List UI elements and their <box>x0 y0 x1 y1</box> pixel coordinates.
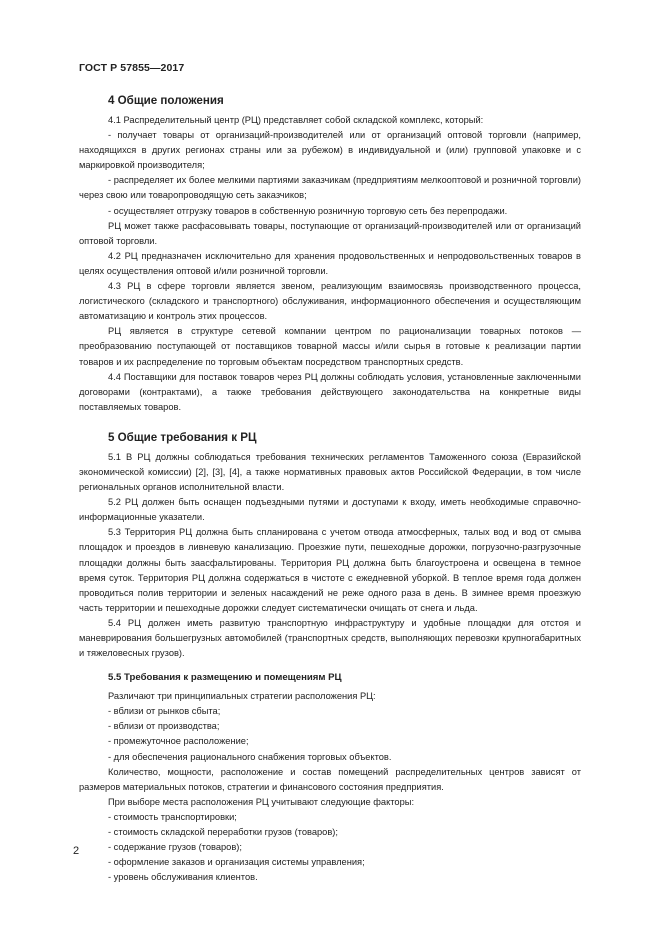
paragraph: При выборе места расположения РЦ учитывают следующие факторы: <box>108 796 415 807</box>
page-content <box>79 92 581 885</box>
paragraph-5-3: 5.3 Территория РЦ должна быть спланирована с учетом отвода атмосферных, талых вод и вод от смыва площадок и проездов в ливневую канализацию. Проезжие пути, пешеходные дорожки, погрузочно-разгрузочные площадки должны быть заасфальтированы. Территория РЦ должна быть благоустроена и освещена в темное время суток. Территория РЦ должна содержаться в чистоте с ежедневной уборкой. В теплое время года должен проводиться полив территории и зеленых насаждений не реже одного раза в день. В зимнее время проезжую часть территории и пешеходные дорожки следует систематически очищать от снега и льда. <box>79 527 581 613</box>
list-item: - стоимость складской переработки грузов (товаров); <box>108 827 338 838</box>
paragraph: РЦ может также расфасовывать товары, поступающие от организаций-производителей или от организаций оптовой торговли. <box>79 220 581 246</box>
paragraph-4-1: 4.1 Распределительный центр (РЦ) представляет собой складской комплекс, который: <box>108 115 484 125</box>
list-item: - уровень обслуживания клиентов. <box>108 872 258 883</box>
list-item: - для обеспечения рационального снабжения торговых объектов. <box>108 751 392 762</box>
list-item: - вблизи от рынков сбыта; <box>108 706 221 717</box>
paragraph: Различают три принципиальных стратегии расположения РЦ: <box>108 691 376 702</box>
list-item: - промежуточное расположение; <box>108 736 249 747</box>
paragraph: Количество, мощности, расположение и состав помещений распределительных центров зависят от размеров материальных потоков, стратегии и финансового состояния предприятия. <box>79 766 581 792</box>
section-4-title: 4 Общие положения <box>108 94 224 107</box>
section-5-5-title: 5.5 Требования к размещению и помещениям РЦ <box>108 672 342 684</box>
list-item: - распределяет их более мелкими партиями заказчикам (предприятиям мелкооптовой и розничной торговли) через свою или товаропроводящую сеть заказчиков; <box>79 175 581 201</box>
page-number: 2 <box>73 845 80 857</box>
document-code: ГОСТ Р 57855—2017 <box>79 62 185 74</box>
list-item: - вблизи от производства; <box>108 721 220 732</box>
paragraph-4-2: 4.2 РЦ предназначен исключительно для хранения продовольственных и непродовольственных товаров в целях осуществления оптовой и/или розничной торговли. <box>79 250 581 276</box>
list-item: - оформление заказов и организация системы управления; <box>108 857 365 868</box>
list-item: - осуществляет отгрузку товаров в собственную розничную торговую сеть без перепродажи. <box>108 205 508 216</box>
list-item: - получает товары от организаций-производителей или от организаций оптовой торговли (например, находящихся в других регионах страны или за рубежом) в индивидуальной и (или) групповой упаковке и с маркировкой производителя; <box>79 130 581 171</box>
section-5-title: 5 Общие требования к РЦ <box>108 430 257 444</box>
paragraph-5-4: 5.4 РЦ должен иметь развитую транспортную инфраструктуру и удобные площадки для отстоя и маневрирования большегрузных автомобилей (транспортных средств, выполняющих перевозки крупногабаритных и тяжеловесных грузов). <box>79 617 581 659</box>
paragraph-5-2: 5.2 РЦ должен быть оснащен подъездными путями и доступами к входу, иметь необходимые справочно-информационные указатели. <box>79 497 581 523</box>
paragraph-4-4: 4.4 Поставщики для поставок товаров через РЦ должны соблюдать условия, установленные заключенными договорами (контрактами), а также требования действующего законодательства на конкретные виды поставляемых товаров. <box>79 371 581 412</box>
list-item: - стоимость транспортировки; <box>108 811 237 822</box>
list-item: - содержание грузов (товаров); <box>108 842 242 853</box>
paragraph: РЦ является в структуре сетевой компании центром по рационализации товарных потоков — преобразованию поступающей от поставщиков товарной массы и/или сырья в готовые к реализации партии товаров и их распределение по торговым объектам посредством транспортных средств. <box>79 326 581 367</box>
paragraph-4-3: 4.3 РЦ в сфере торговли является звеном, реализующим взаимосвязь производственного процесса, логистического (складского и транспортного) обслуживания, информационного обеспечения и осуществляющим автоматизацию и контроль этих процессов. <box>79 281 581 322</box>
paragraph-5-1: 5.1 В РЦ должны соблюдаться требования технических регламентов Таможенного союза (Евразийской экономической комиссии) [2], [3], [4], а также нормативных правовых актов Российской Федерации, в том числе региональных органов исполнительной власти. <box>79 451 581 493</box>
